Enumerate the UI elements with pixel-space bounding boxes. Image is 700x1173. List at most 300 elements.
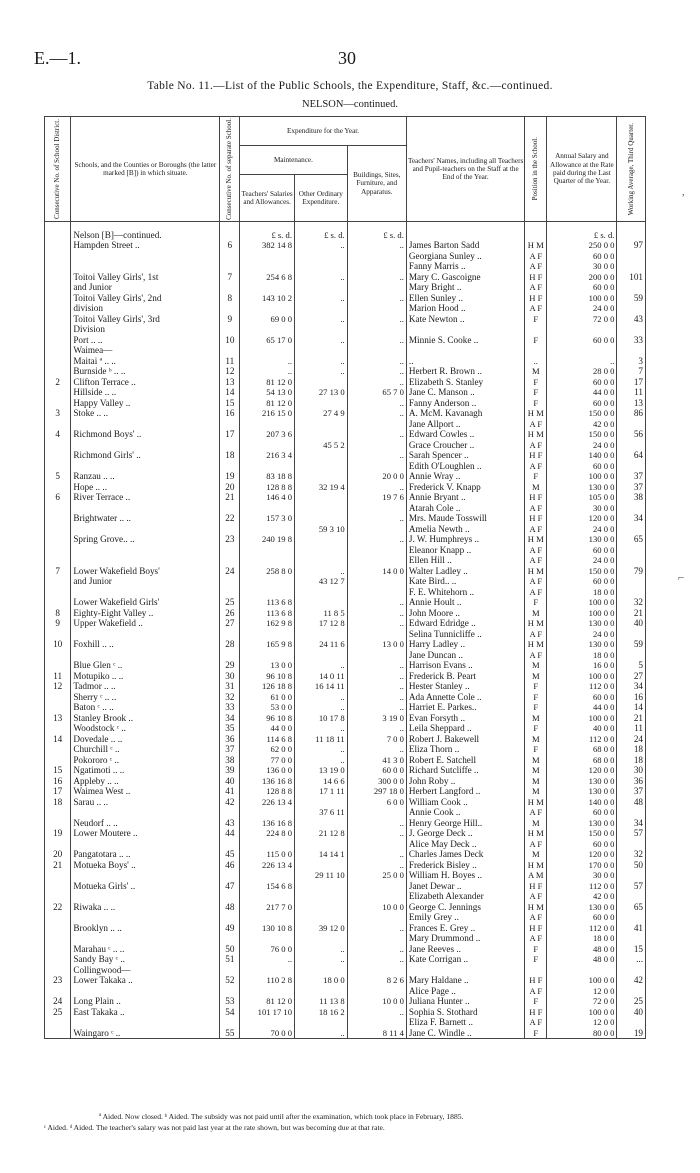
buildings-cell: £ s. d. (347, 230, 406, 241)
teacher-name-cell: Eleanor Knapp .. (406, 545, 524, 556)
district-no-cell (45, 555, 71, 566)
buildings-cell: .. (347, 849, 406, 860)
col-district-no: Consecutive No. of School District. (45, 117, 71, 222)
other-expenditure-cell (295, 534, 348, 545)
working-average-cell (617, 933, 646, 944)
school-name-cell: division (71, 303, 220, 314)
other-expenditure-cell: .. (295, 723, 348, 734)
other-expenditure-cell: 14 14 1 (295, 849, 348, 860)
annual-salary-cell: 60 0 0 (547, 545, 617, 556)
school-no-cell (220, 282, 240, 293)
table-row (45, 608, 646, 619)
school-name-cell: Hampden Street .. (71, 240, 220, 251)
buildings-cell: .. (347, 240, 406, 251)
salaries-cell: 224 8 0 (240, 828, 295, 839)
teacher-name-cell: Harriet E. Parkes.. (406, 702, 524, 713)
working-average-cell (617, 324, 646, 335)
table-row (45, 482, 646, 493)
working-average-cell: 18 (617, 755, 646, 766)
annual-salary-cell: .. (547, 356, 617, 367)
other-expenditure-cell: 11 13 8 (295, 996, 348, 1007)
teacher-name-cell: Frances E. Grey .. (406, 923, 524, 934)
salaries-cell (240, 261, 295, 272)
school-name-cell: Richmond Girls' .. (71, 450, 220, 461)
salaries-cell: 216 3 4 (240, 450, 295, 461)
table-row (45, 933, 646, 944)
other-expenditure-cell (295, 650, 348, 661)
teacher-name-cell: Leila Sheppard .. (406, 723, 524, 734)
position-cell: M (525, 671, 547, 682)
district-no-cell (45, 576, 71, 587)
teacher-name-cell: Alice May Deck .. (406, 839, 524, 850)
school-name-cell (71, 419, 220, 430)
table-row (45, 954, 646, 965)
school-name-cell: Blue Glen ᶜ .. (71, 660, 220, 671)
school-no-cell: 38 (220, 755, 240, 766)
annual-salary-cell: 150 0 0 (547, 828, 617, 839)
school-name-cell (71, 261, 220, 272)
table-title: Table No. 11.—List of the Public Schools, the Expenditure, Staff, &c.—continued. (147, 80, 553, 92)
school-no-cell: 26 (220, 608, 240, 619)
school-no-cell: 11 (220, 356, 240, 367)
other-expenditure-cell (295, 986, 348, 997)
table-row (45, 692, 646, 703)
buildings-cell: .. (347, 597, 406, 608)
school-name-cell: Brooklyn .. .. (71, 923, 220, 934)
salaries-cell: 217 7 0 (240, 902, 295, 913)
salaries-cell: 216 15 0 (240, 408, 295, 419)
school-name-cell: Burnside ᵇ .. .. (71, 366, 220, 377)
school-name-cell: Happy Valley .. (71, 398, 220, 409)
teacher-name-cell: Frederick B. Peart (406, 671, 524, 682)
district-no-cell (45, 986, 71, 997)
district-no-cell: 17 (45, 786, 71, 797)
table-row (45, 660, 646, 671)
table-row (45, 944, 646, 955)
other-expenditure-cell (295, 398, 348, 409)
annual-salary-cell: 100 0 0 (547, 671, 617, 682)
page-number: 30 (338, 48, 356, 68)
working-average-cell: 41 (617, 923, 646, 934)
other-expenditure-cell: 14 6 6 (295, 776, 348, 787)
position-cell: M (525, 366, 547, 377)
annual-salary-cell: 130 0 0 (547, 776, 617, 787)
working-average-cell (617, 419, 646, 430)
buildings-cell: .. (347, 513, 406, 524)
working-average-cell (617, 891, 646, 902)
table-row (45, 230, 646, 241)
teacher-name-cell (406, 965, 524, 976)
district-no-cell (45, 293, 71, 304)
school-no-cell: 24 (220, 566, 240, 577)
table-row (45, 902, 646, 913)
school-no-cell: 18 (220, 450, 240, 461)
salaries-cell: 101 17 10 (240, 1007, 295, 1018)
annual-salary-cell: 18 0 0 (547, 650, 617, 661)
other-expenditure-cell: 17 12 8 (295, 618, 348, 629)
footnote-2: ᶜ Aided. ᵈ Aided. The teacher's salary was not paid last year at the rate shown, but was becoming due at that rate. (44, 1123, 385, 1132)
table-row (45, 282, 646, 293)
table-row (45, 345, 646, 356)
working-average-cell (617, 650, 646, 661)
other-expenditure-cell (295, 492, 348, 503)
teacher-name-cell: Elizabeth Alexander (406, 891, 524, 902)
school-no-cell (220, 461, 240, 472)
school-no-cell (220, 650, 240, 661)
school-name-cell: Tadmor .. .. (71, 681, 220, 692)
buildings-cell (347, 986, 406, 997)
position-cell: F (525, 681, 547, 692)
school-no-cell: 14 (220, 387, 240, 398)
annual-salary-cell: 42 0 0 (547, 419, 617, 430)
salaries-cell: 53 0 0 (240, 702, 295, 713)
district-no-cell (45, 933, 71, 944)
buildings-cell (347, 303, 406, 314)
position-cell (525, 965, 547, 976)
position-cell: A F (525, 461, 547, 472)
salaries-cell: 226 13 4 (240, 797, 295, 808)
table-row (45, 471, 646, 482)
position-cell: M (525, 755, 547, 766)
working-average-cell: 65 (617, 902, 646, 913)
position-cell: H F (525, 513, 547, 524)
school-no-cell: 46 (220, 860, 240, 871)
annual-salary-cell: 40 0 0 (547, 723, 617, 734)
annual-salary-cell: 24 0 0 (547, 303, 617, 314)
col-buildings: Buildings, Sites, Furniture, and Apparatus. (347, 146, 406, 222)
salaries-cell: 76 0 0 (240, 944, 295, 955)
position-cell: A F (525, 261, 547, 272)
salaries-cell: 226 13 4 (240, 860, 295, 871)
school-no-cell: 35 (220, 723, 240, 734)
table-row (45, 534, 646, 545)
district-no-cell: 5 (45, 471, 71, 482)
position-cell: H M (525, 828, 547, 839)
other-expenditure-cell (295, 513, 348, 524)
district-no-cell (45, 650, 71, 661)
annual-salary-cell: 30 0 0 (547, 503, 617, 514)
footnote-1: ª Aided. Now closed. ᵇ Aided. The subsidy was not paid until after the examination, which took place in February, 1885. (99, 1112, 464, 1121)
other-expenditure-cell: 29 11 10 (295, 870, 348, 881)
annual-salary-cell: 120 0 0 (547, 849, 617, 860)
other-expenditure-cell (295, 450, 348, 461)
buildings-cell (347, 839, 406, 850)
table-row (45, 324, 646, 335)
buildings-cell (347, 461, 406, 472)
table-body (45, 221, 646, 1039)
other-expenditure-cell (295, 597, 348, 608)
working-average-cell: 32 (617, 849, 646, 860)
position-cell: A F (525, 650, 547, 661)
school-no-cell (220, 965, 240, 976)
table-row (45, 513, 646, 524)
other-expenditure-cell: .. (295, 366, 348, 377)
salaries-cell: 114 6 8 (240, 734, 295, 745)
working-average-cell (617, 839, 646, 850)
teacher-name-cell: George C. Jennings (406, 902, 524, 913)
working-average-cell (617, 261, 646, 272)
district-no-cell (45, 450, 71, 461)
table-row (45, 786, 646, 797)
buildings-cell: .. (347, 744, 406, 755)
working-average-cell: 37 (617, 786, 646, 797)
salaries-cell: 69 0 0 (240, 314, 295, 325)
school-no-cell (220, 839, 240, 850)
school-name-cell (71, 807, 220, 818)
other-expenditure-cell (295, 629, 348, 640)
buildings-cell: 10 0 0 (347, 996, 406, 1007)
salaries-cell: .. (240, 954, 295, 965)
annual-salary-cell: 16 0 0 (547, 660, 617, 671)
table-row (45, 576, 646, 587)
district-no-cell (45, 482, 71, 493)
district-no-cell (45, 272, 71, 283)
school-no-cell: 23 (220, 534, 240, 545)
district-no-cell (45, 251, 71, 262)
school-no-cell: 36 (220, 734, 240, 745)
salaries-cell: 81 12 0 (240, 377, 295, 388)
table-row (45, 776, 646, 787)
position-cell: A F (525, 545, 547, 556)
buildings-cell: .. (347, 450, 406, 461)
teacher-name-cell: Jane C. Manson .. (406, 387, 524, 398)
salaries-cell (240, 524, 295, 535)
annual-salary-cell: 24 0 0 (547, 629, 617, 640)
school-no-cell: 9 (220, 314, 240, 325)
school-name-cell: Upper Wakefield .. (71, 618, 220, 629)
district-no-cell: 3 (45, 408, 71, 419)
working-average-cell: 34 (617, 513, 646, 524)
working-average-cell: 13 (617, 398, 646, 409)
school-name-cell: Hope .. .. (71, 482, 220, 493)
annual-salary-cell: 200 0 0 (547, 272, 617, 283)
teacher-name-cell: Robert J. Bakewell (406, 734, 524, 745)
buildings-cell: 8 11 4 (347, 1028, 406, 1039)
school-no-cell: 6 (220, 240, 240, 251)
col-school-no: Consecutive No. of separate School. (220, 117, 240, 222)
school-name-cell: Spring Grove.. .. (71, 534, 220, 545)
district-no-cell (45, 965, 71, 976)
teacher-name-cell: Charles James Deck (406, 849, 524, 860)
district-no-cell: 15 (45, 765, 71, 776)
district-no-cell: 22 (45, 902, 71, 913)
school-no-cell: 29 (220, 660, 240, 671)
position-cell: F (525, 692, 547, 703)
position-cell: A F (525, 251, 547, 262)
position-cell: M (525, 608, 547, 619)
salaries-cell (240, 324, 295, 335)
buildings-cell: .. (347, 702, 406, 713)
school-name-cell (71, 587, 220, 598)
other-expenditure-cell: 13 19 0 (295, 765, 348, 776)
school-name-cell (71, 461, 220, 472)
other-expenditure-cell: 27 13 0 (295, 387, 348, 398)
table-row (45, 828, 646, 839)
other-expenditure-cell (295, 345, 348, 356)
salaries-cell: 136 0 0 (240, 765, 295, 776)
school-name-cell: Baton ᶜ .. .. (71, 702, 220, 713)
annual-salary-cell: 140 0 0 (547, 797, 617, 808)
school-no-cell: 16 (220, 408, 240, 419)
position-cell: F (525, 723, 547, 734)
table-row (45, 702, 646, 713)
school-name-cell: Maitai ª .. .. (71, 356, 220, 367)
working-average-cell (617, 1017, 646, 1028)
position-cell: H M (525, 566, 547, 577)
schools-table (44, 116, 646, 1039)
school-no-cell (220, 251, 240, 262)
salaries-cell (240, 461, 295, 472)
other-expenditure-cell (295, 303, 348, 314)
other-expenditure-cell: .. (295, 272, 348, 283)
salaries-cell: 62 0 0 (240, 744, 295, 755)
position-cell: F (525, 471, 547, 482)
position-cell: A F (525, 303, 547, 314)
buildings-cell: .. (347, 923, 406, 934)
school-no-cell (220, 870, 240, 881)
school-name-cell: Marahau ᶜ .. .. (71, 944, 220, 955)
buildings-cell: 25 0 0 (347, 870, 406, 881)
school-name-cell: East Takaka .. (71, 1007, 220, 1018)
position-cell: F (525, 377, 547, 388)
school-no-cell (220, 912, 240, 923)
buildings-cell (347, 524, 406, 535)
district-no-cell (45, 240, 71, 251)
other-expenditure-cell: 39 12 0 (295, 923, 348, 934)
working-average-cell: 40 (617, 1007, 646, 1018)
other-expenditure-cell: 59 3 10 (295, 524, 348, 535)
salaries-cell (240, 839, 295, 850)
table-row (45, 356, 646, 367)
table-row (45, 860, 646, 871)
position-cell: F (525, 996, 547, 1007)
working-average-cell: 11 (617, 723, 646, 734)
district-no-cell (45, 398, 71, 409)
salaries-cell: £ s. d. (240, 230, 295, 241)
salaries-cell: 126 18 8 (240, 681, 295, 692)
position-cell: F (525, 597, 547, 608)
district-no-cell (45, 891, 71, 902)
salaries-cell (240, 891, 295, 902)
position-cell: H M (525, 902, 547, 913)
salaries-cell: 81 12 0 (240, 996, 295, 1007)
other-expenditure-cell: .. (295, 755, 348, 766)
school-name-cell (71, 870, 220, 881)
teacher-name-cell (406, 324, 524, 335)
working-average-cell (617, 912, 646, 923)
col-maintenance: Maintenance. (240, 146, 347, 175)
other-expenditure-cell (295, 860, 348, 871)
school-no-cell: 42 (220, 797, 240, 808)
table-row (45, 461, 646, 472)
working-average-cell: 36 (617, 776, 646, 787)
annual-salary-cell: 130 0 0 (547, 639, 617, 650)
buildings-cell (347, 807, 406, 818)
col-working-average: Working Average, Third Quarter. (617, 117, 646, 222)
position-cell: A F (525, 524, 547, 535)
table-row (45, 335, 646, 346)
teacher-name-cell: A. McM. Kavanagh (406, 408, 524, 419)
school-name-cell: Sandy Bay ᶜ .. (71, 954, 220, 965)
table-row (45, 713, 646, 724)
other-expenditure-cell: .. (295, 1028, 348, 1039)
school-name-cell: Lower Wakefield Girls' (71, 597, 220, 608)
table-row (45, 965, 646, 976)
annual-salary-cell: 60 0 0 (547, 912, 617, 923)
teacher-name-cell: Mrs. Maude Tosswill (406, 513, 524, 524)
other-expenditure-cell: 18 16 2 (295, 1007, 348, 1018)
teacher-name-cell: Ada Annette Cole .. (406, 692, 524, 703)
teacher-name-cell: Jane Reeves .. (406, 944, 524, 955)
working-average-cell: 7 (617, 366, 646, 377)
teacher-name-cell: Selina Tunnicliffe .. (406, 629, 524, 640)
school-no-cell (220, 324, 240, 335)
other-expenditure-cell (295, 377, 348, 388)
teacher-name-cell: Henry George Hill.. (406, 818, 524, 829)
teacher-name-cell: Fanny Marris .. (406, 261, 524, 272)
position-cell: H F (525, 1007, 547, 1018)
working-average-cell (617, 587, 646, 598)
school-no-cell (220, 503, 240, 514)
school-no-cell: 31 (220, 681, 240, 692)
salaries-cell: 115 0 0 (240, 849, 295, 860)
school-no-cell (220, 587, 240, 598)
working-average-cell: 37 (617, 471, 646, 482)
school-name-cell: Sarau .. .. (71, 797, 220, 808)
district-no-cell (45, 692, 71, 703)
annual-salary-cell: 150 0 0 (547, 408, 617, 419)
table-row (45, 251, 646, 262)
table-row (45, 891, 646, 902)
district-no-cell (45, 324, 71, 335)
position-cell: H F (525, 492, 547, 503)
position-cell: M (525, 713, 547, 724)
table-row (45, 797, 646, 808)
teacher-name-cell: Jane Allport .. (406, 419, 524, 430)
district-no-cell (45, 755, 71, 766)
teacher-name-cell: Hester Stanley .. (406, 681, 524, 692)
table-row (45, 566, 646, 577)
buildings-cell: 6 0 0 (347, 797, 406, 808)
teacher-name-cell: F. E. Whitehorn .. (406, 587, 524, 598)
school-no-cell: 37 (220, 744, 240, 755)
other-expenditure-cell: .. (295, 954, 348, 965)
buildings-cell (347, 933, 406, 944)
salaries-cell: 110 2 8 (240, 975, 295, 986)
other-expenditure-cell (295, 282, 348, 293)
table-row (45, 1028, 646, 1039)
school-name-cell: Toitoi Valley Girls', 3rd (71, 314, 220, 325)
salaries-cell: 154 6 8 (240, 881, 295, 892)
teacher-name-cell: Frederick V. Knapp (406, 482, 524, 493)
buildings-cell: .. (347, 1007, 406, 1018)
position-cell: F (525, 335, 547, 346)
other-expenditure-cell: 16 14 11 (295, 681, 348, 692)
position-cell: H M (525, 860, 547, 871)
school-name-cell (71, 891, 220, 902)
buildings-cell (347, 419, 406, 430)
annual-salary-cell: 12 0 0 (547, 1017, 617, 1028)
school-name-cell (71, 555, 220, 566)
buildings-cell: .. (347, 335, 406, 346)
working-average-cell: 15 (617, 944, 646, 955)
salaries-cell: 70 0 0 (240, 1028, 295, 1039)
annual-salary-cell: 120 0 0 (547, 513, 617, 524)
district-no-cell (45, 944, 71, 955)
salaries-cell: 128 8 8 (240, 482, 295, 493)
position-cell: F (525, 744, 547, 755)
teacher-name-cell (406, 345, 524, 356)
